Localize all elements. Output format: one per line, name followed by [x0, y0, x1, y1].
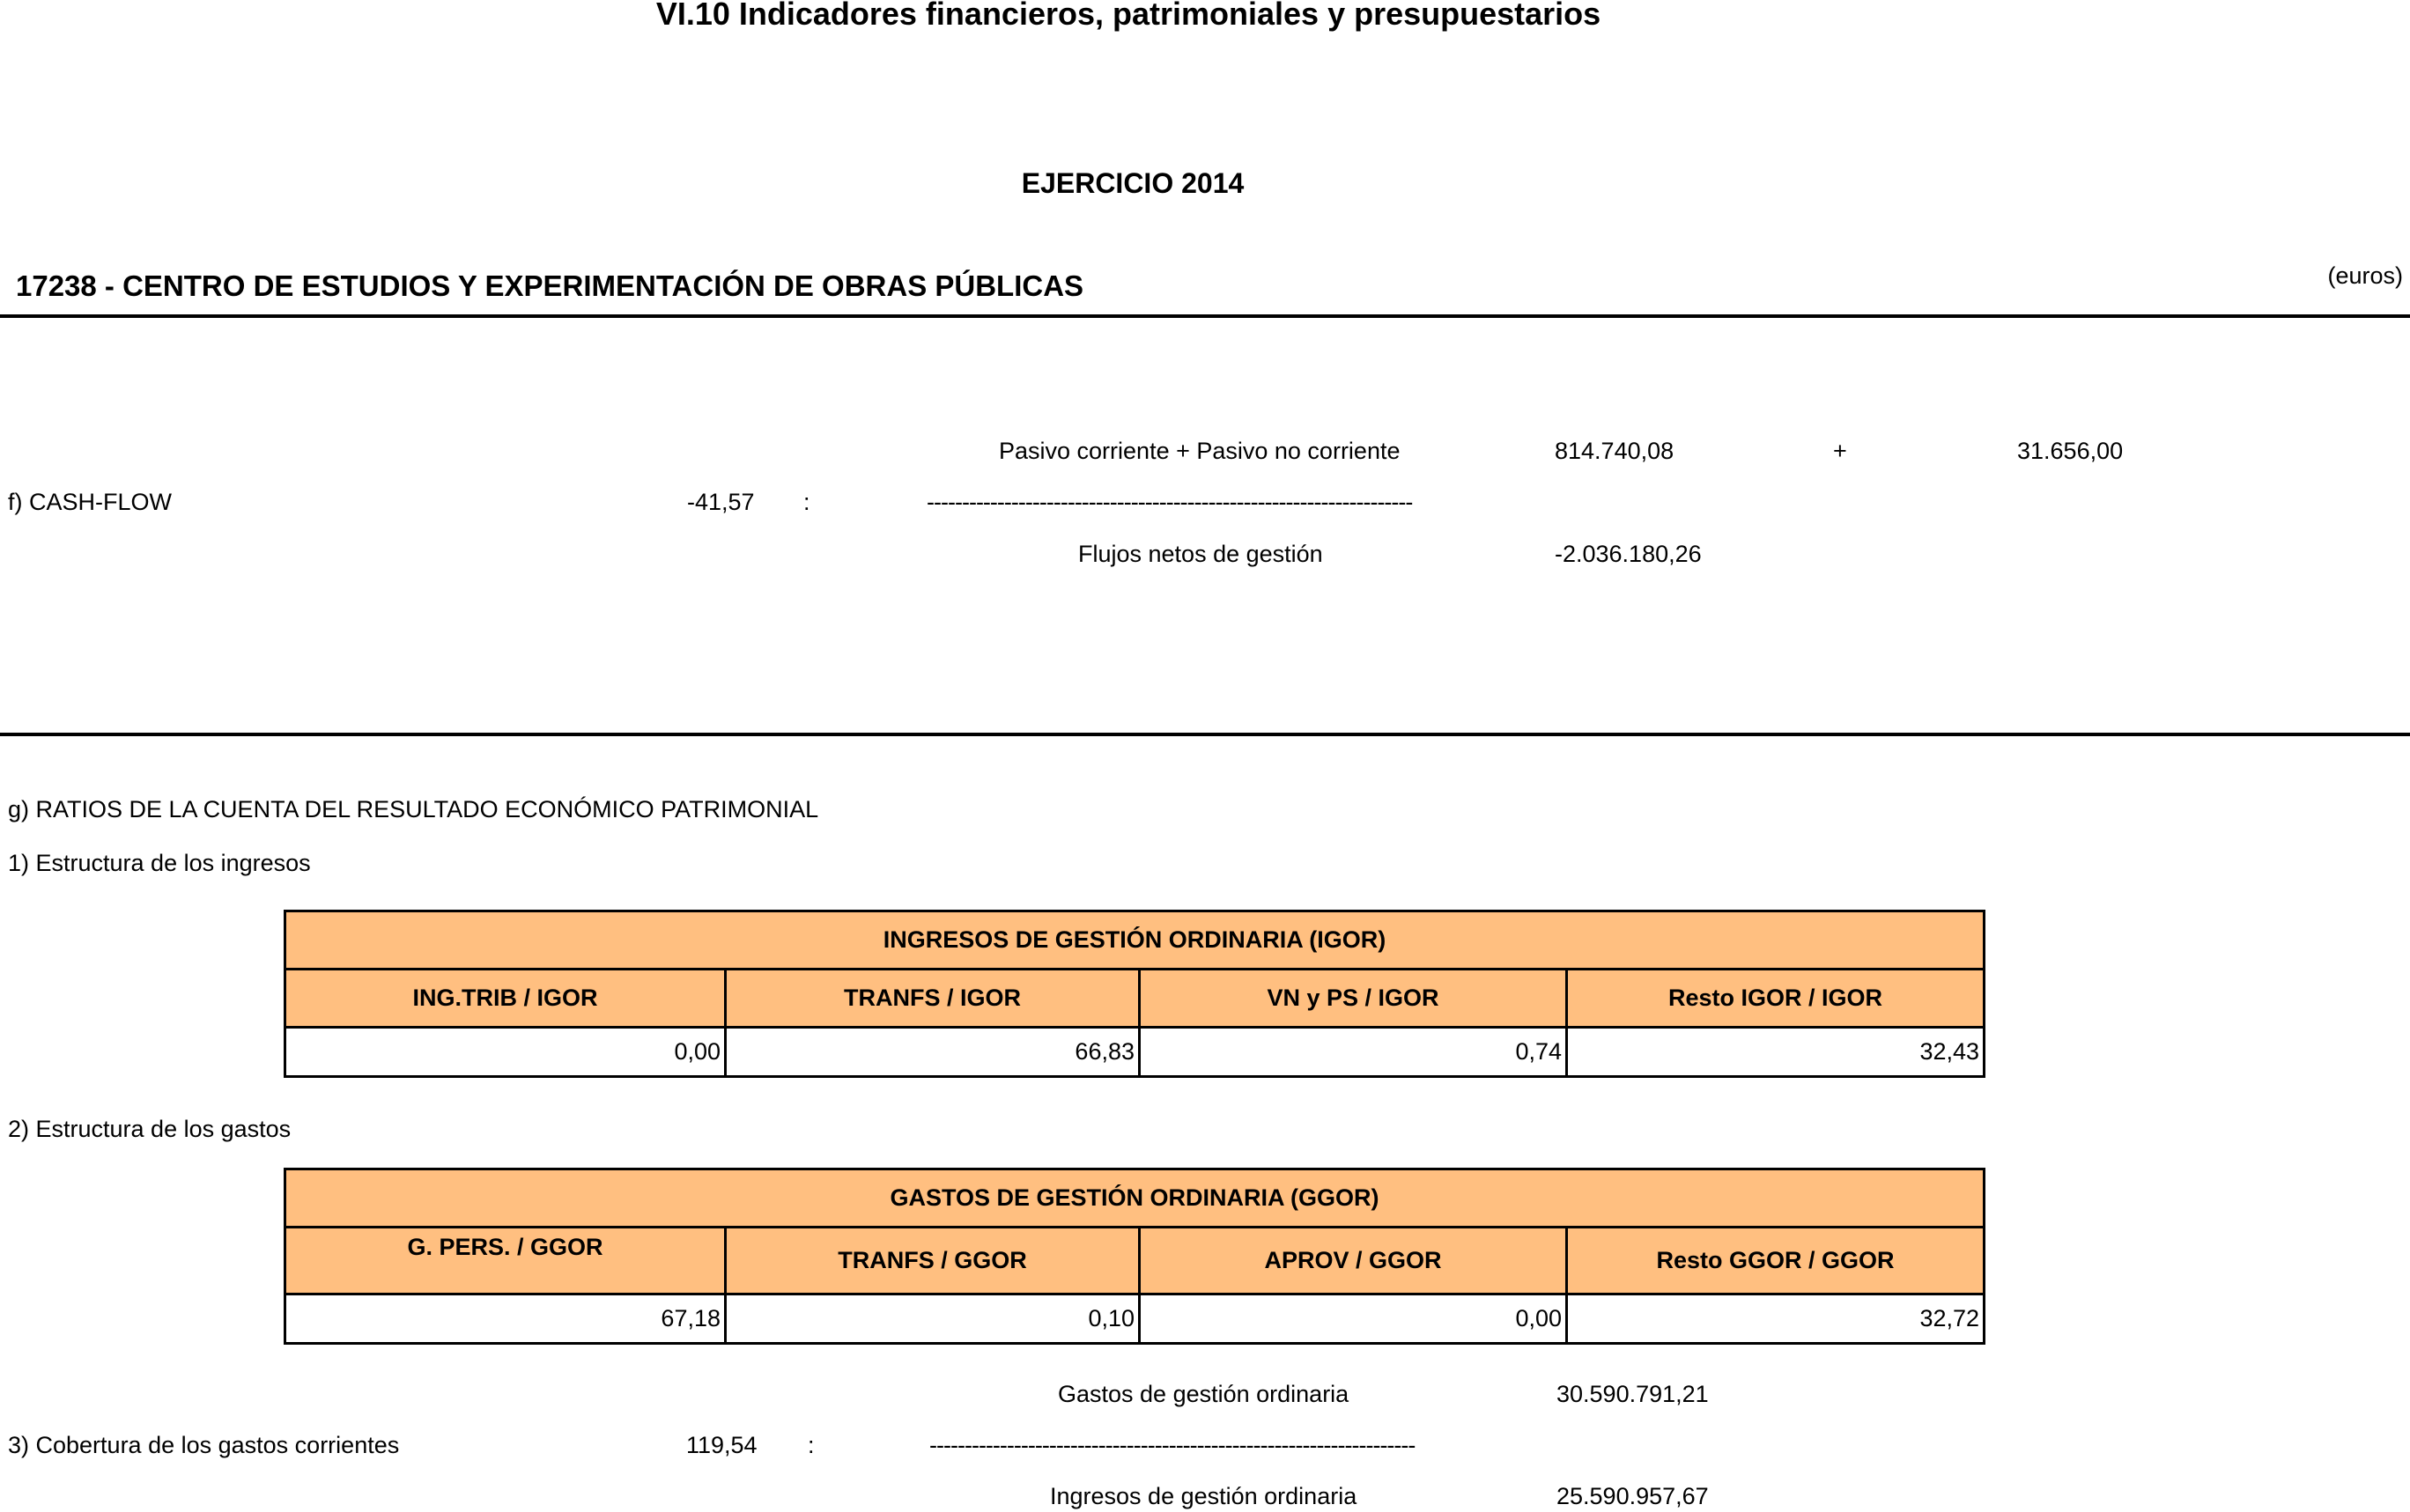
- income-col-header: VN y PS / IGOR: [1140, 970, 1567, 1028]
- entity-heading: 17238 - CENTRO DE ESTUDIOS Y EXPERIMENTACIÓN DE OBRAS PÚBLICAS: [16, 269, 1084, 302]
- header-divider: [0, 314, 2410, 318]
- income-ratio-value: 66,83: [726, 1028, 1140, 1077]
- cashflow-numerator-value-2: 31.656,00: [2017, 438, 2124, 464]
- coverage-numerator-label: Gastos de gestión ordinaria: [1058, 1381, 1349, 1407]
- ratios-section-title: g) RATIOS DE LA CUENTA DEL RESULTADO ECONÓMICO PATRIMONIAL: [8, 796, 819, 822]
- expense-ratio-value: 32,72: [1567, 1294, 1985, 1344]
- coverage-numerator-value: 30.590.791,21: [1556, 1381, 1709, 1407]
- page-title: VI.10 Indicadores financieros, patrimoniales y presupuestarios: [655, 0, 1601, 32]
- currency-unit: (euros): [2327, 262, 2403, 289]
- cashflow-denominator-label: Flujos netos de gestión: [1078, 541, 1323, 567]
- cashflow-colon: :: [803, 489, 810, 515]
- income-col-header: TRANFS / IGOR: [726, 970, 1140, 1028]
- expense-table-title: GASTOS DE GESTIÓN ORDINARIA (GGOR): [285, 1169, 1985, 1228]
- coverage-denominator-value: 25.590.957,67: [1556, 1483, 1709, 1509]
- income-structure-table: [284, 910, 1985, 1078]
- cashflow-fraction-line: ---------------------------------------------------------------------: [927, 489, 1413, 515]
- expense-col-header: TRANFS / GGOR: [726, 1228, 1140, 1294]
- cashflow-numerator-label: Pasivo corriente + Pasivo no corriente: [999, 438, 1401, 464]
- expense-col-header: Resto GGOR / GGOR: [1567, 1228, 1985, 1294]
- income-structure-label: 1) Estructura de los ingresos: [8, 850, 311, 876]
- expense-col-header: G. PERS. / GGOR: [285, 1228, 726, 1294]
- cashflow-denominator-value: -2.036.180,26: [1555, 541, 1702, 567]
- income-col-header: Resto IGOR / IGOR: [1567, 970, 1985, 1028]
- income-ratio-value: 0,74: [1140, 1028, 1567, 1077]
- section-divider: [0, 733, 2410, 736]
- cashflow-plus-sign: +: [1833, 438, 1847, 464]
- expense-ratio-value: 67,18: [285, 1294, 726, 1344]
- income-table-title: INGRESOS DE GESTIÓN ORDINARIA (IGOR): [285, 911, 1985, 970]
- income-col-header: ING.TRIB / IGOR: [285, 970, 726, 1028]
- expense-ratio-value: 0,00: [1140, 1294, 1567, 1344]
- expense-col-header: APROV / GGOR: [1140, 1228, 1567, 1294]
- expense-structure-table: [284, 1168, 1985, 1345]
- expense-structure-label: 2) Estructura de los gastos: [8, 1116, 292, 1142]
- income-ratio-value: 32,43: [1567, 1028, 1985, 1077]
- coverage-colon: :: [808, 1432, 815, 1458]
- coverage-denominator-label: Ingresos de gestión ordinaria: [1050, 1483, 1357, 1509]
- coverage-fraction-line: ---------------------------------------------------------------------: [929, 1432, 1416, 1458]
- fiscal-year-heading: EJERCICIO 2014: [1021, 167, 1245, 199]
- cashflow-label: f) CASH-FLOW: [8, 489, 172, 515]
- expense-ratio-value: 0,10: [726, 1294, 1140, 1344]
- cashflow-value: -41,57: [687, 489, 755, 515]
- cashflow-numerator-value-1: 814.740,08: [1555, 438, 1674, 464]
- coverage-value: 119,54: [686, 1432, 758, 1458]
- coverage-label: 3) Cobertura de los gastos corrientes: [8, 1432, 400, 1458]
- income-ratio-value: 0,00: [285, 1028, 726, 1077]
